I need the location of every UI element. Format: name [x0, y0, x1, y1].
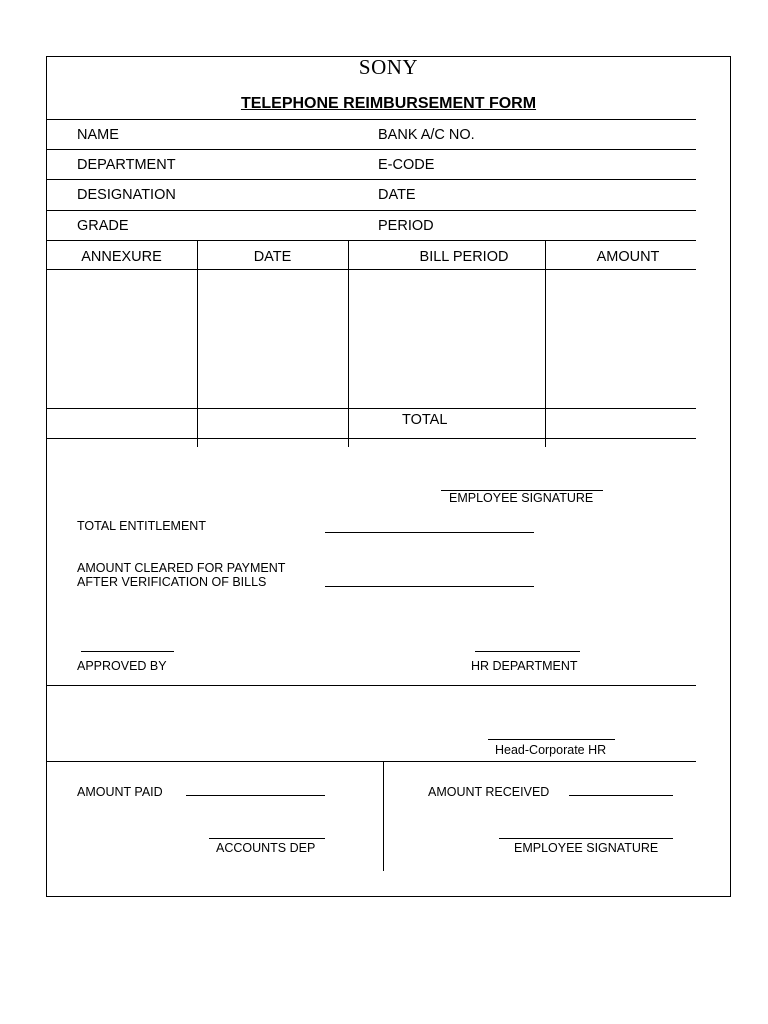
divider-line: [46, 685, 696, 686]
table-column-divider: [197, 240, 198, 447]
amount-cleared-line: [325, 586, 534, 587]
column-header-amount: AMOUNT: [596, 249, 660, 265]
divider-line: [46, 761, 696, 762]
amount-received-line: [569, 795, 673, 796]
amount-cleared-label-line2: AFTER VERIFICATION OF BILLS: [77, 575, 267, 589]
footer-signature-line: [499, 838, 673, 839]
ecode-label: E-CODE: [378, 157, 435, 173]
divider-line: [46, 438, 696, 439]
column-header-bill-period: BILL PERIOD: [419, 249, 509, 265]
name-label: NAME: [77, 127, 119, 143]
divider-line: [46, 210, 696, 211]
total-label: TOTAL: [402, 412, 448, 428]
total-entitlement-label: TOTAL ENTITLEMENT: [77, 519, 206, 533]
divider-line: [46, 119, 696, 120]
divider-line: [46, 269, 696, 270]
accounts-dep-line: [209, 838, 325, 839]
form-border: [46, 56, 731, 897]
period-label: PERIOD: [378, 218, 434, 234]
date-label: DATE: [378, 187, 416, 203]
accounts-dep-label: ACCOUNTS DEP: [216, 841, 316, 855]
department-label: DEPARTMENT: [77, 157, 176, 173]
head-corporate-hr-label: Head-Corporate HR: [495, 743, 607, 757]
approved-by-label: APPROVED BY: [77, 659, 167, 673]
table-column-divider: [348, 240, 349, 447]
column-header-annexure: ANNEXURE: [81, 249, 162, 265]
grade-label: GRADE: [77, 218, 129, 234]
employee-signature-label: EMPLOYEE SIGNATURE: [449, 491, 594, 505]
divider-line: [46, 240, 696, 241]
hr-department-line: [475, 651, 580, 652]
footer-column-divider: [383, 761, 384, 871]
amount-received-label: AMOUNT RECEIVED: [428, 785, 550, 799]
designation-label: DESIGNATION: [77, 187, 176, 203]
bank-ac-label: BANK A/C NO.: [378, 127, 475, 143]
footer-employee-signature-label: EMPLOYEE SIGNATURE: [514, 841, 659, 855]
amount-paid-line: [186, 795, 325, 796]
divider-line: [46, 149, 696, 150]
hr-department-label: HR DEPARTMENT: [471, 659, 578, 673]
column-header-date: DATE: [253, 249, 292, 265]
amount-cleared-label-line1: AMOUNT CLEARED FOR PAYMENT: [77, 561, 286, 575]
total-entitlement-line: [325, 532, 534, 533]
form-title: TELEPHONE REIMBURSEMENT FORM: [240, 95, 537, 112]
head-hr-line: [488, 739, 615, 740]
amount-paid-label: AMOUNT PAID: [77, 785, 163, 799]
sony-logo: SONY: [358, 55, 419, 79]
table-column-divider: [545, 240, 546, 447]
divider-line: [46, 179, 696, 180]
approved-by-line: [81, 651, 174, 652]
divider-line: [46, 408, 696, 409]
